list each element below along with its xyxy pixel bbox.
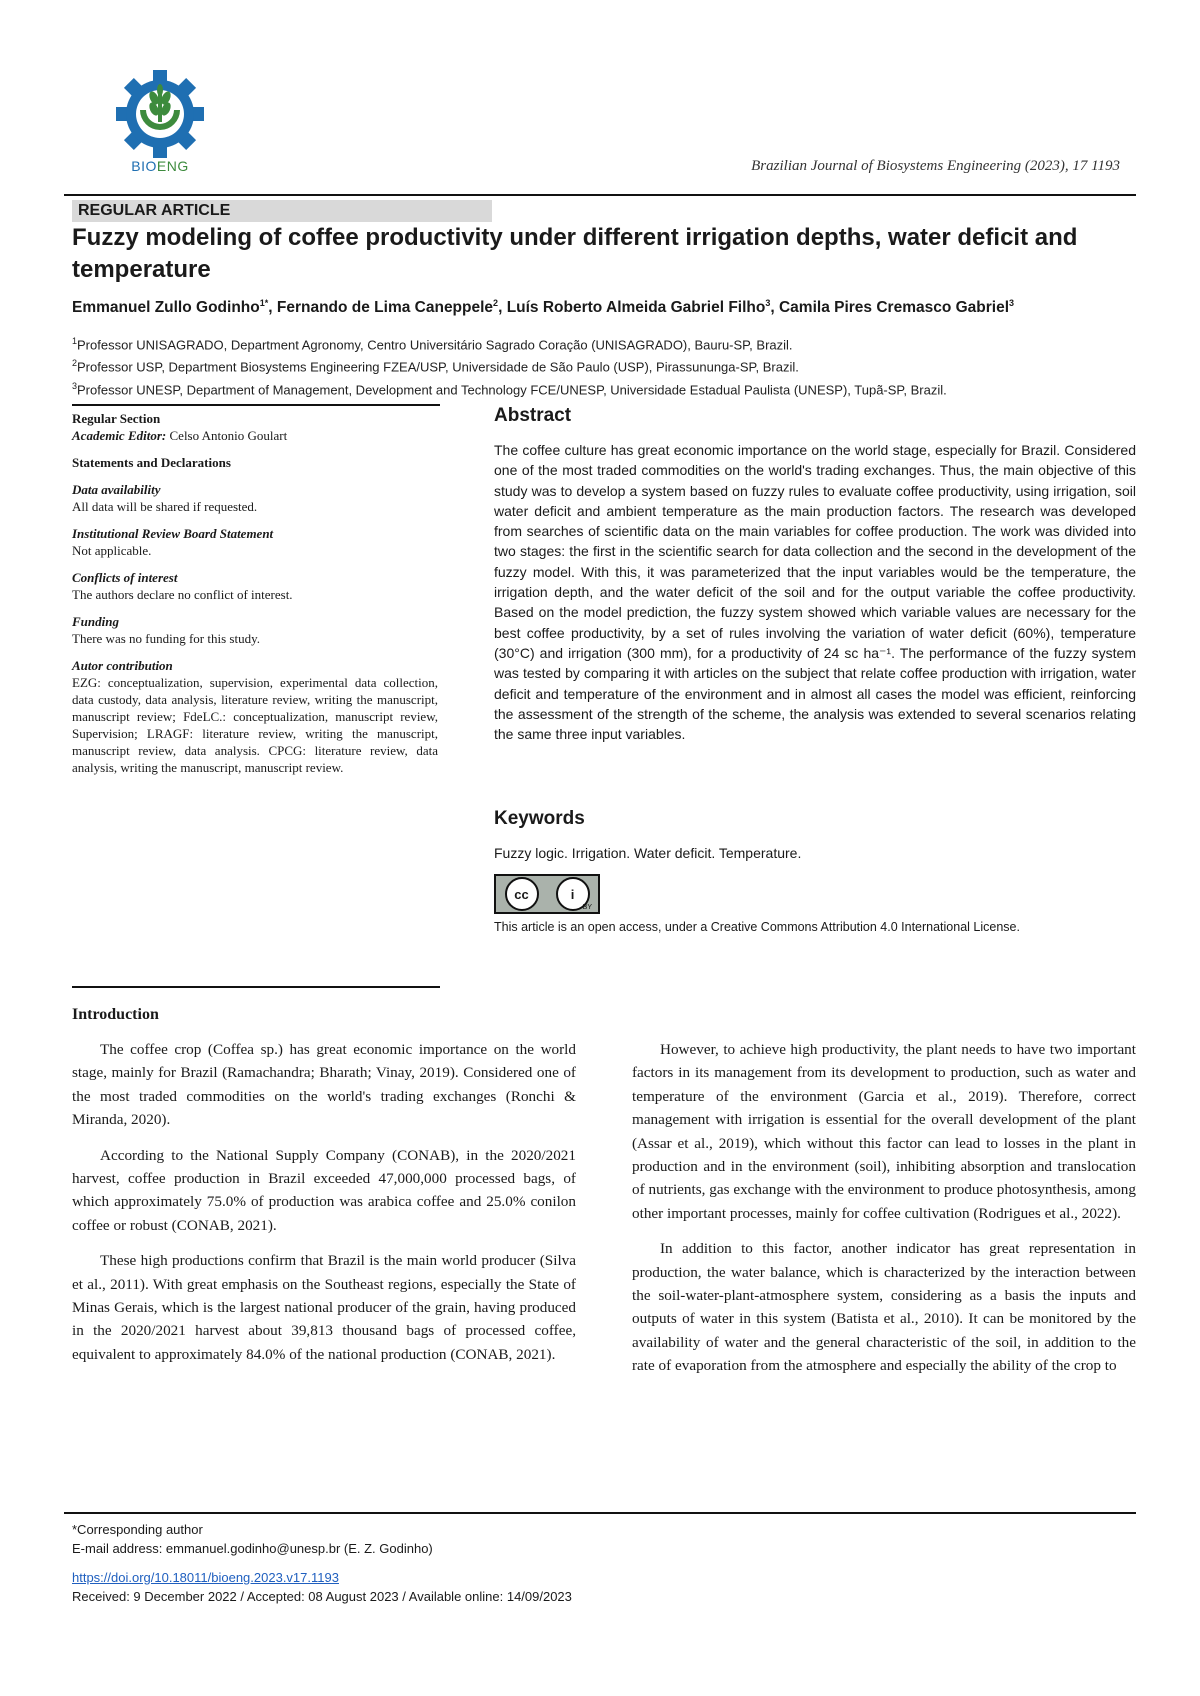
author-sup: 2 [493,298,499,308]
body-paragraph: The coffee crop (Coffea sp.) has great economic importance on the world stage, mainly for Brazil (Ramachandra; Bharath; Vinay, 2019). Considered one of the most traded commodities on the world's trading exchanges (Ronchi & Miranda, 2020). [72,1041,576,1129]
irb-text: Not applicable. [72,543,152,558]
irb-label: Institutional Review Board Statement [72,526,274,541]
contribution-text: EZG: conceptualization, supervision, experimental data collection, data custody, data analysis, literature review, writing the manuscript, manuscript review; FdeLC.: conceptualization, manuscript review, Supervision; LRAGF: literature review, writing the manuscript, manuscript review, data analysis. CPCG: literature review, data analysis, writing the manuscript, manuscript review. [72,675,438,775]
author-list: Emmanuel Zullo Godinho$^{1*}$, Fernando de Lima Caneppele$^2$, Luís Roberto Almeida Gabriel Filho$^3$, Camila Pires Cremasco Gabriel$^3$ [72,298,1015,317]
journal-citation: Brazilian Journal of Biosystems Engineering (2023), 17 1193 [751,158,1120,174]
cc-icon: cc [505,877,539,911]
keywords-text: Fuzzy logic. Irrigation. Water deficit. Temperature. [494,845,802,861]
article-info-sidebar [72,410,438,776]
body-paragraph: According to the National Supply Company (CONAB), in the 2020/2021 harvest, coffee production in Brazil exceeded 47,000,000 processed bags, of which approximately 75.0% of production was arabica coffee and 25.0% conilon coffee or robust (CONAB, 2021). [72,1146,576,1234]
corresponding-email: E-mail address: emmanuel.godinho@unesp.br (E. Z. Godinho) [72,1541,433,1556]
cc-badge-label: BY [582,904,592,911]
author-sup: 3 [765,298,771,308]
footer [72,1520,572,1606]
statements-heading: Statements and Declarations [72,455,231,470]
academic-editor: Academic Editor: Celso Antonio Goulart [72,428,288,443]
body-paragraph: In addition to this factor, another indicator has great representation in production, the water balance, which is characterized by the interaction between the soil-water-plant-atmosphere system, considering as a basis the inputs and outputs of water in this system (Batista et al., 2010). It can be monitored by the availability of water and the general characteristic of the soil, in addition to the rate of evaporation from the atmosphere and especially the ability of the crop to [632,1240,1136,1375]
doi-link[interactable]: https://doi.org/10.18011/bioeng.2023.v17.1193 [72,1570,339,1585]
data-availability-label: Data availability [72,482,161,497]
abstract-heading: Abstract [494,405,572,426]
introduction-heading: Introduction [72,1006,159,1023]
header-rule [64,194,1136,196]
conflicts-text: The authors declare no conflict of interest. [72,587,293,602]
affiliation-item: $^3$Professor UNESP, Department of Management, Development and Technology FCE/UNESP, Universidade Estadual Paulista (UNESP), Tupã-SP, Brazil. [72,380,947,397]
sidebar-bottom-rule [72,986,440,988]
affiliations [72,332,1137,399]
funding-label: Funding [72,614,119,629]
conflicts-label: Conflicts of interest [72,570,178,585]
author-sup: 3 [1009,298,1015,308]
paper-title: Fuzzy modeling of coffee productivity under different irrigation depths, water deficit and temperature [72,224,1078,283]
data-availability-text: All data will be shared if requested. [72,499,258,514]
gear-wheat-icon [110,70,210,158]
author-name: Luís Roberto Almeida Gabriel Filho [506,299,766,317]
footer-rule [64,1512,1136,1514]
affiliation-item: $^1$Professor UNISAGRADO, Department Agronomy, Centro Universitário Sagrado Coração (UNISAGRADO), Bauru-SP, Brazil. [72,336,793,353]
cc-by-license-badge[interactable] [494,874,600,914]
body-paragraph: These high productions confirm that Brazil is the main world producer (Silva et al., 2011). With great emphasis on the Southeast regions, especially the State of Minas Gerais, which is the largest national producer of the grain, having produced in the 2020/2021 harvest about 39,813 thousand bags of processed coffee, equivalent to approximately 84.0% of the national production (CONAB, 2021). [72,1252,576,1363]
sidebar-top-rule [72,404,440,406]
logo-wordmark: BIOENG [131,158,189,174]
author-name: Fernando de Lima Caneppele [276,299,494,317]
attribution-icon: i [556,877,590,911]
article-type-label: REGULAR ARTICLE [72,200,492,222]
author-name: Camila Pires Cremasco Gabriel [778,299,1010,317]
corresponding-author-note: *Corresponding author [72,1522,203,1537]
license-text: This article is an open access, under a Creative Commons Attribution 4.0 International License. [494,920,1020,934]
body-column-right [632,1038,1136,1390]
author-sup: 1* [259,298,269,308]
journal-logo [110,70,210,180]
author-name: Emmanuel Zullo Godinho [72,299,260,317]
body-paragraph: However, to achieve high productivity, the plant needs to have two important factors in its management from its development to production, such as water and temperature of the environment (Garcia et al., 2019). Therefore, correct management with irrigation is essential for the overall development of the plant (Assar et al., 2019), which without this factor can lead to losses in the plant in production and in the environment (soil), inhibiting absorption and translocation of nutrients, gas exchange with the environment to produce photosynthesis, among other important processes, mainly for coffee cultivation (Rodrigues et al., 2022). [632,1041,1136,1222]
section-label: Regular Section [72,411,161,426]
funding-text: There was no funding for this study. [72,631,260,646]
publication-dates: Received: 9 December 2022 / Accepted: 08 August 2023 / Available online: 14/09/2023 [72,1589,572,1604]
keywords-heading: Keywords [494,808,585,829]
affiliation-item: $^2$Professor USP, Department Biosystems Engineering FZEA/USP, Universidade de São Paulo (USP), Pirassununga-SP, Brazil. [72,358,799,375]
contribution-label: Autor contribution [72,658,173,673]
body-column-left [72,1038,576,1378]
abstract-text: The coffee culture has great economic importance on the world stage, especially for Brazil. Considered one of the most traded commodities on the world's trading exchanges. Thus, the main objective of this study was to develop a system based on fuzzy rules to evaluate coffee productivity, using irrigation, soil water deficit and ambient temperature as the main production factors. The research was developed from searches of scientific data on the main variables for coffee production. The work was divided into two stages: the first in the scientific search for data collection and the second in the development of the fuzzy model. With this, it was parameterized that the input variables would be the temperature, the irrigation depth, and the water deficit of the soil and for the output variable the coffee productivity. Based on the model prediction, the fuzzy system showed which variable values are necessary for the best coffee productivity, by a set of rules involving the variation of water deficit (60%), temperature (30°C) and irrigation (300 mm), for a productivity of 24 sc ha⁻¹. The performance of the fuzzy system was tested by comparing it with articles on the subject that relate coffee production with irrigation, water deficit and temperature of the environment and in almost all cases the model was efficient, reinforcing the assessment of the strength of the scheme, the analysis was extended to several scenarios relating the same three input variables. [494,442,1136,743]
